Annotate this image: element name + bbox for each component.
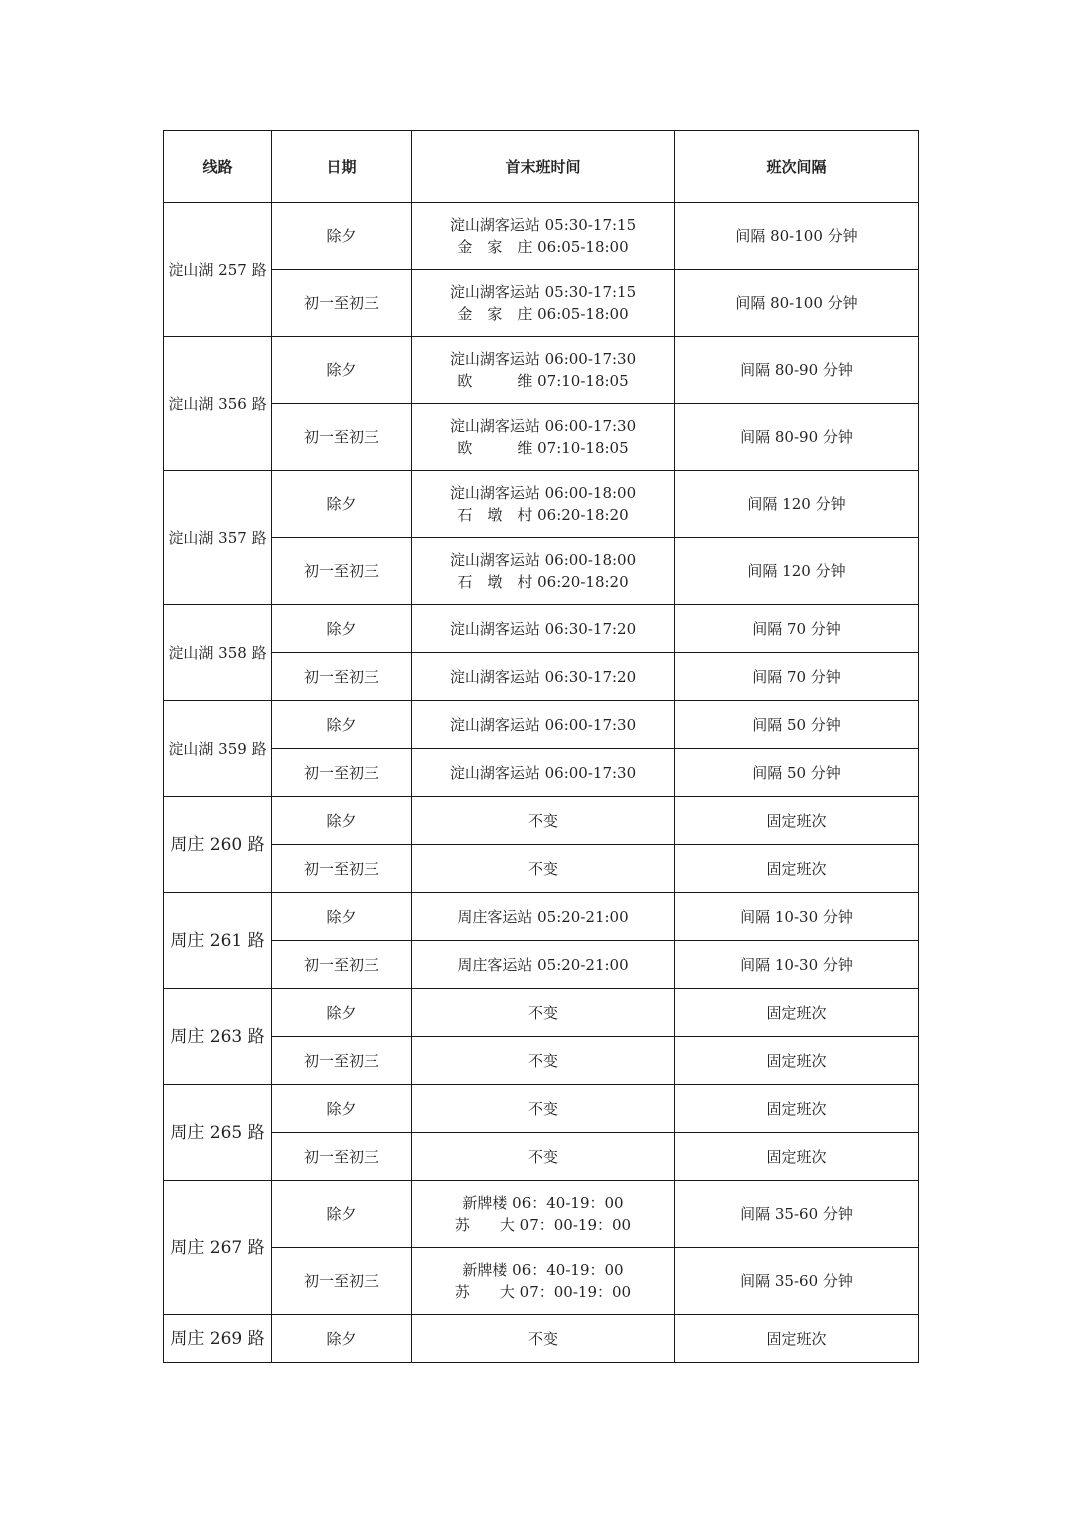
- time-line: 周庄客运站 05:20-21:00: [457, 907, 629, 926]
- table-row: [164, 605, 919, 653]
- first-last-time-cell: [412, 471, 675, 538]
- date-cell: 初一至初三: [272, 653, 412, 701]
- time-line: 不变: [527, 1051, 558, 1070]
- time-line: 淀山湖客运站 06:00-17:30: [449, 417, 637, 435]
- route-name-cell: 周庄 267 路: [164, 1181, 272, 1315]
- interval-cell: 间隔 10-30 分钟: [675, 893, 919, 941]
- date-cell: 除夕: [272, 203, 412, 270]
- first-last-time-cell: [412, 653, 675, 701]
- time-line: 淀山湖客运站 06:30-17:20: [449, 667, 637, 686]
- route-name-cell: 周庄 265 路: [164, 1085, 272, 1181]
- first-last-time-cell: [412, 1248, 675, 1315]
- table-row: [164, 797, 919, 845]
- table-row: [164, 404, 919, 471]
- time-line: 新牌楼 06：40-19：00: [462, 1261, 624, 1279]
- bus-schedule-table: [163, 130, 919, 1363]
- date-cell: 除夕: [272, 701, 412, 749]
- time-line: 不变: [527, 1003, 558, 1022]
- date-cell: 初一至初三: [272, 270, 412, 337]
- first-last-time-cell: [412, 605, 675, 653]
- table-row: [164, 337, 919, 404]
- interval-cell: 固定班次: [675, 989, 919, 1037]
- first-last-time-cell: [412, 337, 675, 404]
- table-row: [164, 989, 919, 1037]
- first-last-time-cell: [412, 1181, 675, 1248]
- table-row: [164, 1181, 919, 1248]
- route-name-cell: 周庄 263 路: [164, 989, 272, 1085]
- first-last-time-cell: [412, 941, 675, 989]
- first-last-time-cell: [412, 845, 675, 893]
- table-row: [164, 845, 919, 893]
- date-cell: 除夕: [272, 893, 412, 941]
- time-line: 淀山湖客运站 06:00-17:30: [449, 763, 637, 782]
- date-cell: 除夕: [272, 605, 412, 653]
- interval-cell: 固定班次: [675, 1085, 919, 1133]
- first-last-time-cell: [412, 989, 675, 1037]
- table-row: [164, 893, 919, 941]
- table-row: [164, 1133, 919, 1181]
- route-name-cell: 周庄 261 路: [164, 893, 272, 989]
- date-cell: 除夕: [272, 989, 412, 1037]
- interval-cell: 固定班次: [675, 1037, 919, 1085]
- route-name-cell: 周庄 269 路: [164, 1315, 272, 1363]
- time-line: 淀山湖客运站 06:30-17:20: [449, 619, 637, 638]
- first-last-time-cell: [412, 1085, 675, 1133]
- time-line: 淀山湖客运站 06:00-17:30: [449, 350, 637, 368]
- first-last-time-cell: [412, 749, 675, 797]
- time-line: 欧 维 07:10-18:05: [457, 439, 629, 457]
- route-name-cell: 淀山湖 357 路: [164, 471, 272, 605]
- date-cell: 初一至初三: [272, 941, 412, 989]
- time-line: 新牌楼 06：40-19：00: [462, 1194, 624, 1212]
- header-first-last-time: 首末班时间: [412, 131, 675, 203]
- date-cell: 除夕: [272, 1315, 412, 1363]
- first-last-time-cell: [412, 1315, 675, 1363]
- time-line: 不变: [527, 1147, 558, 1166]
- interval-cell: 间隔 10-30 分钟: [675, 941, 919, 989]
- route-name-cell: 淀山湖 356 路: [164, 337, 272, 471]
- table-row: [164, 1315, 919, 1363]
- date-cell: 初一至初三: [272, 538, 412, 605]
- table-row: [164, 1085, 919, 1133]
- table-row: [164, 941, 919, 989]
- table-row: [164, 270, 919, 337]
- interval-cell: 固定班次: [675, 797, 919, 845]
- date-cell: 初一至初三: [272, 404, 412, 471]
- interval-cell: 间隔 70 分钟: [675, 605, 919, 653]
- date-cell: 除夕: [272, 337, 412, 404]
- time-line: 石 墩 村 06:20-18:20: [457, 573, 629, 591]
- time-line: 不变: [527, 1329, 558, 1348]
- header-route: 线路: [164, 131, 272, 203]
- time-line: 不变: [527, 859, 558, 878]
- first-last-time-cell: [412, 797, 675, 845]
- first-last-time-cell: [412, 404, 675, 471]
- interval-cell: 间隔 50 分钟: [675, 701, 919, 749]
- table-row: [164, 538, 919, 605]
- date-cell: 除夕: [272, 471, 412, 538]
- time-line: 淀山湖客运站 06:00-18:00: [449, 551, 637, 569]
- schedule-document: [163, 130, 918, 1363]
- interval-cell: 固定班次: [675, 845, 919, 893]
- table-row: [164, 749, 919, 797]
- route-name-cell: 淀山湖 359 路: [164, 701, 272, 797]
- first-last-time-cell: [412, 203, 675, 270]
- interval-cell: 间隔 80-90 分钟: [675, 337, 919, 404]
- date-cell: 除夕: [272, 1181, 412, 1248]
- time-line: 金 家 庄 06:05-18:00: [457, 238, 629, 256]
- time-line: 石 墩 村 06:20-18:20: [457, 506, 629, 524]
- route-name-cell: 周庄 260 路: [164, 797, 272, 893]
- table-row: [164, 701, 919, 749]
- date-cell: 初一至初三: [272, 845, 412, 893]
- header-date: 日期: [272, 131, 412, 203]
- route-name-cell: 淀山湖 257 路: [164, 203, 272, 337]
- time-line: 苏 大 07：00-19：00: [454, 1283, 632, 1301]
- date-cell: 初一至初三: [272, 1037, 412, 1085]
- interval-cell: 间隔 80-90 分钟: [675, 404, 919, 471]
- time-line: 淀山湖客运站 05:30-17:15: [449, 283, 637, 301]
- interval-cell: 间隔 50 分钟: [675, 749, 919, 797]
- interval-cell: 间隔 80-100 分钟: [675, 203, 919, 270]
- first-last-time-cell: [412, 893, 675, 941]
- time-line: 不变: [527, 811, 558, 830]
- time-line: 淀山湖客运站 05:30-17:15: [449, 216, 637, 234]
- time-line: 金 家 庄 06:05-18:00: [457, 305, 629, 323]
- schedule-body: [164, 203, 919, 1363]
- interval-cell: 间隔 35-60 分钟: [675, 1248, 919, 1315]
- table-row: [164, 653, 919, 701]
- date-cell: 初一至初三: [272, 1248, 412, 1315]
- time-line: 欧 维 07:10-18:05: [457, 372, 629, 390]
- first-last-time-cell: [412, 538, 675, 605]
- time-line: 淀山湖客运站 06:00-18:00: [449, 484, 637, 502]
- date-cell: 除夕: [272, 1085, 412, 1133]
- date-cell: 除夕: [272, 797, 412, 845]
- interval-cell: 间隔 35-60 分钟: [675, 1181, 919, 1248]
- time-line: 不变: [527, 1099, 558, 1118]
- first-last-time-cell: [412, 270, 675, 337]
- table-row: [164, 471, 919, 538]
- interval-cell: 固定班次: [675, 1133, 919, 1181]
- table-row: [164, 203, 919, 270]
- header-interval: 班次间隔: [675, 131, 919, 203]
- interval-cell: 固定班次: [675, 1315, 919, 1363]
- first-last-time-cell: [412, 1037, 675, 1085]
- route-name-cell: 淀山湖 358 路: [164, 605, 272, 701]
- time-line: 苏 大 07：00-19：00: [454, 1216, 632, 1234]
- interval-cell: 间隔 120 分钟: [675, 538, 919, 605]
- date-cell: 初一至初三: [272, 749, 412, 797]
- date-cell: 初一至初三: [272, 1133, 412, 1181]
- table-row: [164, 1037, 919, 1085]
- header-row: [164, 131, 919, 203]
- table-row: [164, 1248, 919, 1315]
- first-last-time-cell: [412, 1133, 675, 1181]
- interval-cell: 间隔 120 分钟: [675, 471, 919, 538]
- interval-cell: 间隔 70 分钟: [675, 653, 919, 701]
- time-line: 周庄客运站 05:20-21:00: [457, 955, 629, 974]
- first-last-time-cell: [412, 701, 675, 749]
- time-line: 淀山湖客运站 06:00-17:30: [449, 715, 637, 734]
- interval-cell: 间隔 80-100 分钟: [675, 270, 919, 337]
